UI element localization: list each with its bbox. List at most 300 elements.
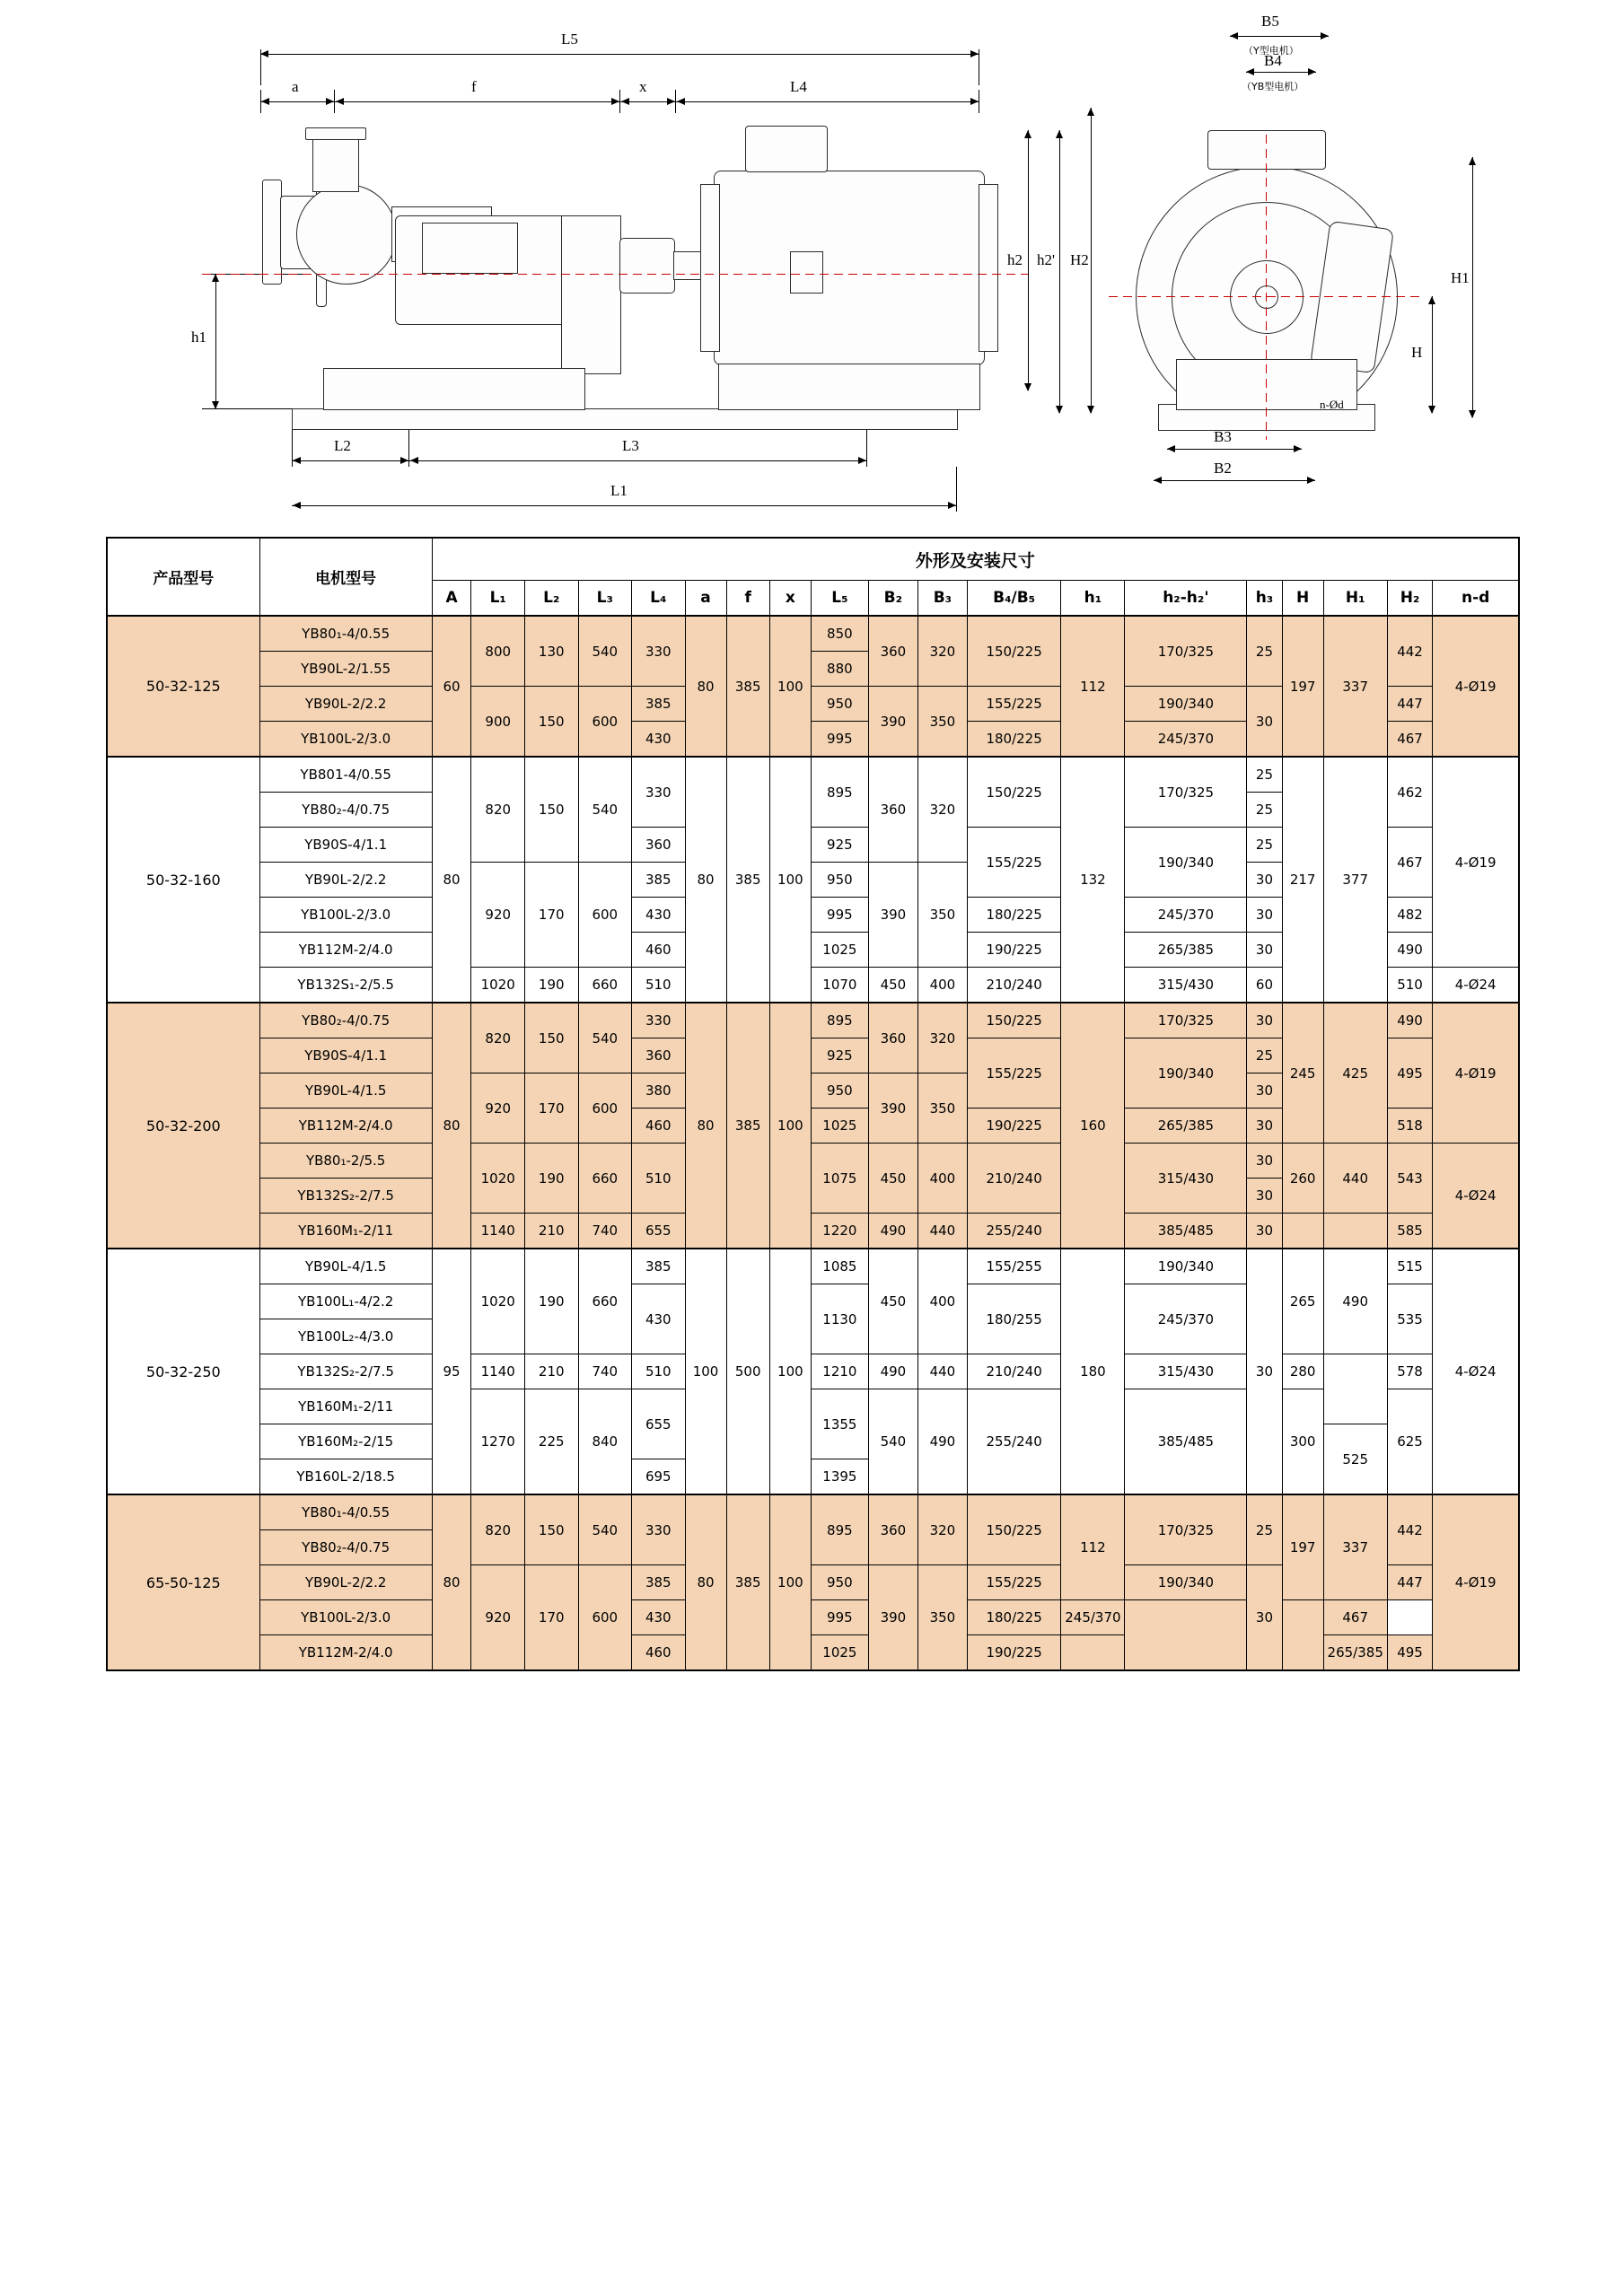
cell-B4B5: 180/225 <box>967 898 1060 933</box>
cell-B3: 350 <box>917 687 967 758</box>
cell-B3: 320 <box>917 757 967 863</box>
cell-h3: 30 <box>1247 1074 1282 1109</box>
motor-front-flange <box>700 184 720 352</box>
cell-h3: 25 <box>1247 828 1282 863</box>
arrow-up-H2 <box>1087 108 1094 116</box>
arrow-right-L2 <box>400 457 408 464</box>
cell-L1: 1140 <box>471 1354 525 1389</box>
motor-model: YB90L-4/1.5 <box>259 1249 432 1284</box>
cell-H <box>1125 1600 1247 1671</box>
cell-nd: 4-Ø24 <box>1433 1144 1519 1249</box>
cell-B4B5: 180/255 <box>967 1284 1060 1354</box>
dim-line-B3 <box>1167 449 1302 450</box>
header-a: a <box>685 581 726 617</box>
motor-model: YB90L-2/2.2 <box>259 1565 432 1600</box>
cell-L5: 1210 <box>811 1354 868 1389</box>
cell-L2: 210 <box>524 1354 578 1389</box>
cell-h2: 190/340 <box>1125 687 1247 722</box>
motor-model: YB112M-2/4.0 <box>259 933 432 968</box>
cell-h3: 30 <box>1247 1565 1282 1671</box>
cell-h3: 25 <box>1247 1494 1282 1565</box>
cell-B2: 390 <box>868 1565 917 1671</box>
tick-L1-right <box>956 467 957 512</box>
motor-model: YB112M-2/4.0 <box>259 1109 432 1144</box>
cell-L3: 540 <box>578 1003 632 1074</box>
cell-L3: 540 <box>578 1494 632 1565</box>
cell-L2: 225 <box>524 1389 578 1495</box>
cell-f: 385 <box>726 757 769 1003</box>
motor-model: YB112M-2/4.0 <box>259 1635 432 1671</box>
cell-L4: 510 <box>632 1354 686 1389</box>
cell-H <box>1282 1214 1323 1249</box>
cell-L4: 460 <box>632 1635 686 1671</box>
cell-L3: 600 <box>578 687 632 758</box>
cell-L4: 655 <box>632 1389 686 1459</box>
cell-L4: 460 <box>632 1109 686 1144</box>
table-row <box>107 1600 1519 1635</box>
cell-L5: 925 <box>811 1038 868 1074</box>
cell-L5: 995 <box>811 898 868 933</box>
cell-B2: 360 <box>868 616 917 687</box>
cell-H2: 490 <box>1387 1003 1433 1038</box>
cell-H1: 337 <box>1323 616 1387 757</box>
cell-h3: 30 <box>1247 1144 1282 1179</box>
header-A: A <box>432 581 471 617</box>
cell-L1: 1020 <box>471 1144 525 1214</box>
motor-model: YB90L-2/1.55 <box>259 652 432 687</box>
cell-a: 80 <box>685 616 726 757</box>
arrow-up-h1 <box>212 274 219 282</box>
cell-nd: 4-Ø24 <box>1433 968 1519 1003</box>
motor-model: YB90L-4/1.5 <box>259 1074 432 1109</box>
cell-a: 80 <box>685 1494 726 1670</box>
cell-H: 245 <box>1282 1003 1323 1144</box>
table-row <box>107 1389 1519 1424</box>
arrow-right-L4 <box>970 98 979 105</box>
cell-B4B5: 180/225 <box>967 1600 1060 1635</box>
table-row <box>107 757 1519 793</box>
cell-L5: 950 <box>811 1074 868 1109</box>
cell-L2: 190 <box>524 968 578 1003</box>
cell-L1: 1020 <box>471 1249 525 1354</box>
cell-L1: 900 <box>471 687 525 758</box>
cell-h2: 315/430 <box>1125 968 1247 1003</box>
cell-H2: 467 <box>1323 1600 1387 1635</box>
product-model: 50-32-200 <box>107 1003 259 1249</box>
cell-L4: 330 <box>632 616 686 687</box>
cell-H1: 440 <box>1323 1144 1387 1214</box>
dim-label-f: f <box>471 78 477 95</box>
cell-L5: 1025 <box>811 1109 868 1144</box>
cell-H1 <box>1323 1214 1387 1249</box>
header-H2: H₂ <box>1387 581 1433 617</box>
cell-B4B5: 150/225 <box>967 757 1060 828</box>
cell-h3: 30 <box>1247 1003 1282 1038</box>
cell-h2: 190/340 <box>1125 1038 1247 1109</box>
end-terminal-box <box>1207 130 1326 170</box>
arrow-up-h2 <box>1024 130 1031 138</box>
cell-h2: 245/370 <box>1125 1284 1247 1354</box>
cell-L5: 950 <box>811 1565 868 1600</box>
cell-H2: 585 <box>1387 1214 1433 1249</box>
cell-H2: 467 <box>1387 828 1433 898</box>
cell-h2: 315/430 <box>1125 1144 1247 1214</box>
arrow-down-H2 <box>1087 406 1094 414</box>
cell-H2: 442 <box>1387 616 1433 687</box>
cell-B3: 490 <box>917 1389 967 1495</box>
table-row <box>107 1003 1519 1038</box>
cell-L2: 190 <box>524 1144 578 1214</box>
cell-L5: 995 <box>811 1600 868 1635</box>
cell-L3: 600 <box>578 863 632 968</box>
cell-B2: 360 <box>868 1003 917 1074</box>
cell-L5: 1395 <box>811 1459 868 1495</box>
header-h3: h₃ <box>1247 581 1282 617</box>
header-motor: 电机型号 <box>259 538 432 616</box>
dim-line-L5 <box>260 54 979 55</box>
cell-L1: 1270 <box>471 1389 525 1495</box>
terminal-box <box>745 126 828 172</box>
cell-H2: 447 <box>1387 1565 1433 1600</box>
motor-model: YB80₂-4/0.75 <box>259 1530 432 1565</box>
cell-H2: 482 <box>1387 898 1433 933</box>
cell-h3: 25 <box>1247 757 1282 793</box>
cell-H2: 535 <box>1387 1284 1433 1354</box>
cell-h2: 170/325 <box>1125 1003 1247 1038</box>
cell-A: 95 <box>432 1249 471 1494</box>
cell-L1: 820 <box>471 757 525 863</box>
cell-nd: 4-Ø19 <box>1433 616 1519 757</box>
header-B2: B₂ <box>868 581 917 617</box>
cell-L4: 510 <box>632 968 686 1003</box>
cell-B2: 390 <box>868 1074 917 1144</box>
cell-nd: 4-Ø24 <box>1433 1249 1519 1494</box>
table-row <box>107 1249 1519 1284</box>
cell-B3: 320 <box>917 1494 967 1565</box>
arrow-left-a <box>261 98 269 105</box>
cell-L2: 150 <box>524 687 578 758</box>
arrow-right-B2 <box>1307 477 1315 484</box>
dim-label-L3: L3 <box>622 437 639 454</box>
table-row <box>107 1494 1519 1530</box>
cell-L4: 385 <box>632 1565 686 1600</box>
cell-L4: 430 <box>632 898 686 933</box>
dim-label-L5: L5 <box>561 31 578 48</box>
cell-B4B5: 255/240 <box>967 1214 1060 1249</box>
end-center-line-v <box>1266 135 1267 440</box>
arrow-left-L5 <box>260 50 268 57</box>
cell-L4: 510 <box>632 1144 686 1214</box>
dim-line-h1 <box>215 274 216 408</box>
cell-L5: 1075 <box>811 1144 868 1214</box>
cell-h3: 25 <box>1247 793 1282 828</box>
motor-model: YB80₂-4/0.75 <box>259 1003 432 1038</box>
arrow-down-h2 <box>1024 383 1031 391</box>
motor-model: YB100L-2/3.0 <box>259 898 432 933</box>
motor-model: YB80₁-4/0.55 <box>259 616 432 652</box>
cell-L3: 660 <box>578 968 632 1003</box>
cell-h2: 265/385 <box>1125 1109 1247 1144</box>
technical-drawing <box>0 0 1624 539</box>
dim-line-B4 <box>1246 72 1316 73</box>
cell-h1 <box>1061 1635 1125 1671</box>
cell-h3: 30 <box>1247 1109 1282 1144</box>
cell-B3: 350 <box>917 863 967 968</box>
cell-h3: 30 <box>1247 898 1282 933</box>
motor-model: YB90S-4/1.1 <box>259 1038 432 1074</box>
tick-f-right <box>619 90 620 113</box>
cell-L5: 925 <box>811 828 868 863</box>
cell-B3: 400 <box>917 1144 967 1214</box>
cell-L3: 540 <box>578 616 632 687</box>
cell-L3: 740 <box>578 1214 632 1249</box>
cell-H1: 377 <box>1323 757 1387 1003</box>
cell-L4: 430 <box>632 1600 686 1635</box>
bracket-window <box>422 223 518 274</box>
arrow-left-B2 <box>1154 477 1162 484</box>
cell-A: 80 <box>432 1003 471 1249</box>
cell-L3: 740 <box>578 1354 632 1389</box>
cell-B3: 400 <box>917 1249 967 1354</box>
cell-L5: 1085 <box>811 1249 868 1284</box>
cell-L5: 1070 <box>811 968 868 1003</box>
cell-L4: 330 <box>632 1003 686 1038</box>
dim-label-B3: B3 <box>1214 428 1232 445</box>
base-plate <box>292 408 958 430</box>
cell-H1: 425 <box>1323 1003 1387 1144</box>
arrow-down-H <box>1428 406 1435 414</box>
header-L1: L₁ <box>471 581 525 617</box>
dim-label-L1: L1 <box>610 482 628 499</box>
shaft-center-circle <box>1255 285 1278 309</box>
cell-B2: 390 <box>868 687 917 758</box>
cell-L4: 330 <box>632 757 686 828</box>
motor-nameplate <box>790 251 823 294</box>
cell-L2: 190 <box>524 1249 578 1354</box>
cell-L3: 660 <box>578 1249 632 1354</box>
cell-B3: 440 <box>917 1354 967 1389</box>
cell-L2: 170 <box>524 1565 578 1671</box>
cell-H2: 495 <box>1387 1038 1433 1109</box>
cell-B3: 320 <box>917 616 967 687</box>
motor-pedestal <box>718 364 980 410</box>
cell-L5: 850 <box>811 616 868 652</box>
product-model: 50-32-125 <box>107 616 259 757</box>
arrow-right-x <box>667 98 675 105</box>
cell-L5: 950 <box>811 687 868 722</box>
dim-line-B2 <box>1154 480 1315 481</box>
pump-flange <box>262 180 282 285</box>
cell-H1 <box>1323 1354 1387 1424</box>
cell-h2: 245/370 <box>1125 722 1247 758</box>
cell-h3: 30 <box>1247 933 1282 968</box>
cell-B2: 360 <box>868 757 917 863</box>
dim-label-h2p: h2' <box>1037 251 1056 268</box>
cell-B2: 490 <box>868 1354 917 1389</box>
cell-B4B5: 190/225 <box>967 933 1060 968</box>
header-x: x <box>769 581 811 617</box>
table-row <box>107 616 1519 652</box>
dim-line-B5 <box>1230 36 1329 37</box>
cell-L5: 895 <box>811 1003 868 1038</box>
motor-model: YB801-4/0.55 <box>259 757 432 793</box>
cell-L2: 130 <box>524 616 578 687</box>
cell-L4: 430 <box>632 1284 686 1354</box>
product-model: 65-50-125 <box>107 1494 259 1670</box>
motor-model: YB90L-2/2.2 <box>259 687 432 722</box>
motor-model: YB160L-2/18.5 <box>259 1459 432 1495</box>
cell-B4B5: 180/225 <box>967 722 1060 758</box>
motor-model: YB90L-2/2.2 <box>259 863 432 898</box>
cell-B3: 320 <box>917 1003 967 1074</box>
dim-label-x: x <box>639 78 647 95</box>
cell-A: 80 <box>432 1494 471 1670</box>
header-L5: L₅ <box>811 581 868 617</box>
cell-h2: 385/485 <box>1125 1389 1247 1495</box>
cell-x: 100 <box>769 757 811 1003</box>
arrow-left-B5 <box>1230 32 1238 39</box>
pump-volute <box>296 184 397 285</box>
cell-H2: 442 <box>1387 1494 1433 1565</box>
dim-label-h1: h1 <box>191 329 206 346</box>
cell-L1: 920 <box>471 863 525 968</box>
cell-L4: 385 <box>632 863 686 898</box>
cell-L2: 150 <box>524 1494 578 1565</box>
motor-model: YB100L-2/3.0 <box>259 1600 432 1635</box>
cell-h3: 25 <box>1247 1038 1282 1074</box>
dim-line-H1 <box>1472 157 1473 417</box>
cell-L3: 600 <box>578 1565 632 1671</box>
product-model: 50-32-250 <box>107 1249 259 1494</box>
cell-H2: 490 <box>1387 933 1433 968</box>
cell-B2: 450 <box>868 1144 917 1214</box>
arrow-right-B3 <box>1294 445 1302 452</box>
cell-L1: 920 <box>471 1565 525 1671</box>
cell-h1: 180 <box>1061 1249 1125 1494</box>
dim-line-h2 <box>1028 130 1029 390</box>
arrow-left-L2 <box>293 457 301 464</box>
cell-H2: 510 <box>1387 968 1433 1003</box>
motor-model: YB80₂-4/0.75 <box>259 793 432 828</box>
table-header-row-1 <box>107 538 1519 581</box>
cell-B3: 350 <box>917 1074 967 1144</box>
arrow-up-H1 <box>1469 157 1476 165</box>
arrow-left-L3 <box>410 457 418 464</box>
cell-B4B5: 150/225 <box>967 1494 1060 1565</box>
cell-B4B5: 155/225 <box>967 1565 1060 1600</box>
cell-B3: 440 <box>917 1214 967 1249</box>
cell-B4B5: 210/240 <box>967 1144 1060 1214</box>
dim-label-B4: B4 <box>1264 52 1282 69</box>
arrow-down-H1 <box>1469 410 1476 418</box>
cell-L5: 895 <box>811 757 868 828</box>
cell-h3: 30 <box>1247 1214 1282 1249</box>
ext-L5-left <box>260 49 261 85</box>
dim-label-nd: n-Ød <box>1320 398 1344 411</box>
arrow-right-L1 <box>948 502 956 509</box>
cell-L2: 210 <box>524 1214 578 1249</box>
cell-f: 385 <box>726 1003 769 1249</box>
dim-label-H1: H1 <box>1451 269 1470 286</box>
header-h1: h₁ <box>1061 581 1125 617</box>
dim-label-L2: L2 <box>334 437 351 454</box>
motor-body <box>714 171 985 365</box>
cell-L1: 1020 <box>471 968 525 1003</box>
arrow-up-h2p <box>1056 130 1063 138</box>
dim-label-h2: h2 <box>1007 251 1023 268</box>
cell-B4B5: 150/225 <box>967 1003 1060 1038</box>
coupling <box>673 251 702 280</box>
cell-L3: 540 <box>578 757 632 863</box>
dim-label-B5: B5 <box>1261 13 1279 30</box>
cell-f: 500 <box>726 1249 769 1494</box>
cell-H2: 447 <box>1387 687 1433 722</box>
cell-L1: 820 <box>471 1003 525 1074</box>
cell-h3: 30 <box>1247 687 1282 758</box>
dim-line-h2p <box>1059 130 1060 413</box>
coupling-guard <box>619 238 675 294</box>
cell-L4: 380 <box>632 1074 686 1109</box>
dim-line-L1 <box>292 505 956 506</box>
dim-label-B2: B2 <box>1214 460 1232 477</box>
cell-L1: 920 <box>471 1074 525 1144</box>
cell-h1: 132 <box>1061 757 1125 1003</box>
cell-h2: 265/385 <box>1323 1635 1387 1671</box>
cell-h2: 190/340 <box>1125 1565 1247 1600</box>
motor-model: YB100L-2/3.0 <box>259 722 432 758</box>
tick-a-right <box>334 90 335 113</box>
cell-L2: 170 <box>524 863 578 968</box>
cell-L5: 1355 <box>811 1389 868 1459</box>
cell-H: 197 <box>1282 1494 1323 1600</box>
header-nd: n-d <box>1433 581 1519 617</box>
cell-L5: 995 <box>811 722 868 758</box>
cell-H: 260 <box>1282 1144 1323 1214</box>
motor-model: YB160M₁-2/11 <box>259 1214 432 1249</box>
header-B3: B₃ <box>917 581 967 617</box>
cell-H1 <box>1282 1600 1323 1671</box>
cell-L1: 1140 <box>471 1214 525 1249</box>
cell-B2: 360 <box>868 1494 917 1565</box>
cell-L2: 150 <box>524 1003 578 1074</box>
cell-H: 300 <box>1282 1389 1323 1495</box>
cell-B4B5: 155/225 <box>967 687 1060 722</box>
cell-H2: 578 <box>1387 1354 1433 1389</box>
cell-H2: 625 <box>1387 1389 1433 1495</box>
product-model: 50-32-160 <box>107 757 259 1003</box>
arrow-right-L5 <box>970 50 979 57</box>
cell-a: 80 <box>685 1003 726 1249</box>
motor-model: YB132S₂-2/7.5 <box>259 1354 432 1389</box>
cell-nd: 4-Ø19 <box>1433 1003 1519 1144</box>
header-H: H <box>1282 581 1323 617</box>
cell-L5: 1220 <box>811 1214 868 1249</box>
arrow-right-f <box>611 98 619 105</box>
motor-model: YB132S₁-2/5.5 <box>259 968 432 1003</box>
label-yb-motor: （YB型电机） <box>1242 81 1304 92</box>
cell-L4: 655 <box>632 1214 686 1249</box>
cell-L3: 660 <box>578 1144 632 1214</box>
table-row <box>107 1144 1519 1179</box>
cell-h2: 190/340 <box>1125 828 1247 898</box>
tick-x-right <box>675 90 676 113</box>
cell-nd: 4-Ø19 <box>1433 1494 1519 1670</box>
cell-nd: 4-Ø19 <box>1433 757 1519 968</box>
header-group-title: 外形及安装尺寸 <box>432 538 1519 581</box>
arrow-left-B3 <box>1167 445 1175 452</box>
cell-L5: 1025 <box>811 1635 868 1671</box>
cell-A: 80 <box>432 757 471 1003</box>
